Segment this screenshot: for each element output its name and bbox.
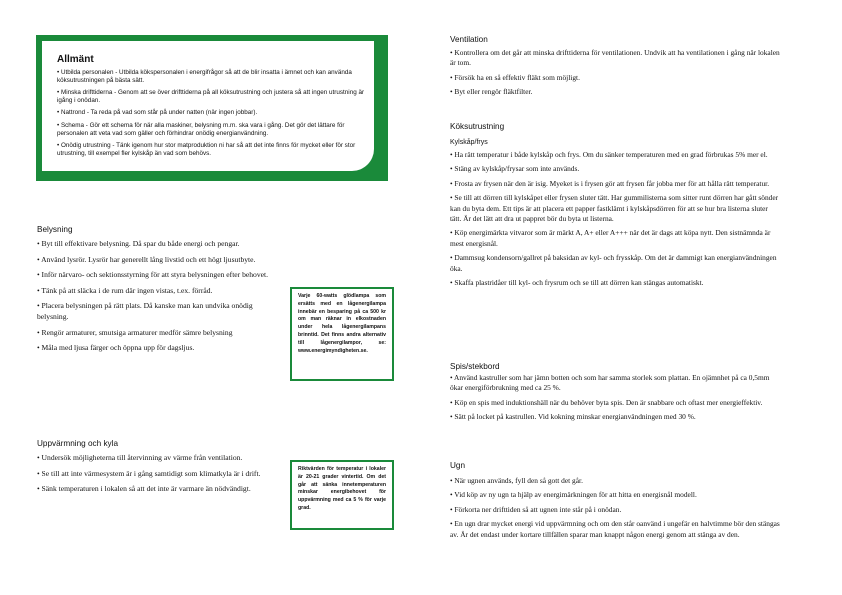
list-item: • Vid köp av ny ugn ta hjälp av energimärkningen för att hitta en energisnål modell. xyxy=(450,490,697,500)
list-item: • Ha rätt temperatur i både kylskåp och frys. Om du sänker temperaturen med en grad förbrukas 5% mer el. xyxy=(450,150,768,159)
spis-list xyxy=(450,373,780,427)
list-item: • Dammsug kondensorn/gallret på baksidan av kyl- och frysskåp. Om det är dammigt kan energianvändningen öka. xyxy=(450,253,777,273)
spis-title: Spis/stekbord xyxy=(450,362,500,371)
info-box-belysning: Varje 60-watts glödlampa som ersätts med en lågenergilampa innebär en besparing på ca 500 kr om man räknar in elkostnaden under hela lågenergilampans brinntid. Det finns andra alternativ till lågenergilampor, se: www.energimyndigheten.se. xyxy=(290,287,394,381)
list-item: • Köp energimärkta vitvaror som är märkt A, A+ eller A+++ när det är dags att köpa nytt. Den sistnämnda är mest energisnål. xyxy=(450,228,771,248)
list-item: • När ugnen används, fyll den så gott det går. xyxy=(450,476,583,485)
list-item: • Måla med ljusa färger och öppna upp för dagsljus. xyxy=(37,343,195,353)
list-item: • Stäng av kylskåp/frysar som inte används. xyxy=(450,164,580,174)
ventilation-list xyxy=(450,48,780,102)
list-item: • Köp en spis med induktionshäll när du behöver byta spis. Den är snabbare och oftast mer energieffektiv. xyxy=(450,397,763,407)
list-item: • Se till att dörren till kylskåpet eller frysen sluter tätt. Har gummilisterna som sitter runt dörren har gått sönder kan du byta dem. Ett tips är att placera ett papper fastklämt i kylskåpsdörren för att se hur bra listerna sluter tätt. Är det lätt att dra ut pappret bör du byta ut listerna. xyxy=(450,193,779,224)
info-box-temperatur: Riktvärden för temperatur i lokaler är 20-21 grader vintertid. Om det går att sänka innetemperaturen minskar energibehovet för uppvärmning med ca 5 % för varje grad. xyxy=(290,460,394,530)
list-item: • Undersök möjligheterna till återvinning av värme från ventilation. xyxy=(37,453,243,462)
list-item: • Onödig utrustning - Tänk igenom hur stor matproduktion ni har så att det inte finns för mycket eller för stor utrustning, till exempel fler kylskåp än vad som behövs. xyxy=(57,142,356,157)
list-item: • Använd lysrör. Lysrör har generellt lång livstid och ett högt ljusutbyte. xyxy=(37,254,256,264)
list-item: • Kontrollera om det går att minska drifttiderna för ventilationen. Undvik att ha ventilationen i gång när lokalen är tom. xyxy=(450,48,780,68)
list-item: • Frosta av frysen när den är isig. Myeket is i frysen gör att frysen får jobba mer för att hålla rätt temperatur. xyxy=(450,178,770,188)
list-item: • Schema - Gör ett schema för när alla maskiner, belysning m.m. ska vara i gång. Det gör det lättare för personalen att veta vad som gäller och förhindrar onödig energianvändning. xyxy=(57,121,345,137)
allmant-title: Allmänt xyxy=(57,54,94,65)
ugn-title: Ugn xyxy=(450,461,466,470)
list-item: • Byt eller rengör fläktfilter. xyxy=(450,87,533,97)
list-item: • Inför närvaro- och sektionsstyrning för att styra belysningen efter behovet. xyxy=(37,270,269,280)
list-item: • Placera belysningen på rätt plats. Då kanske man kan undvika onödig belysning. xyxy=(37,301,253,321)
list-item: • Minska drifttiderna - Genom att se över drifttiderna på all köksutrustning och justera så att ingen utrustning är igång i onödan. xyxy=(57,89,365,104)
list-item: • Sätt på locket på kastrullen. Vid kokning minskar energianvändningen med 30 %. xyxy=(450,412,696,422)
list-item: • Sänk temperaturen i lokalen så att det inte är varmare än nödvändigt. xyxy=(37,484,251,494)
koksutrustning-list xyxy=(450,150,780,292)
list-item: • Förkorta ner drifttiden så att ugnen inte står på i onödan. xyxy=(450,504,622,514)
ventilation-title: Ventilation xyxy=(450,35,488,44)
list-item: • En ugn drar mycket energi vid uppvärmning och om den står oanvänd i ungefär en halvtimme bör den stängas av. Är det endast under kortare tillfällen sparar man knappt någon energi genom att stänga av den. xyxy=(450,519,780,539)
list-item: • Skaffa plastridåer till kyl- och frysrum och se till att dörren kan stängas automatiskt. xyxy=(450,278,704,288)
koksutrustning-title: Köksutrustning xyxy=(450,122,505,131)
kylskap-subtitle: Kylskåp/frys xyxy=(450,139,488,146)
list-item: • Nattrond - Ta reda på vad som står på under natten (när ingen jobbar). xyxy=(57,109,258,117)
list-item: • Använd kastruller som har jämn botten och som har samma storlek som plattan. En ojämnhet på ca 0,5mm ökar energiförbrukning med ca 25 %. xyxy=(450,373,770,393)
uppvarmning-title: Uppvärmning och kyla xyxy=(37,439,119,448)
ugn-list xyxy=(450,476,780,544)
list-item: • Rengör armaturer, smutsiga armaturer medför sämre belysning xyxy=(37,327,233,337)
list-item: • Byt till effektivare belysning. Då spar du både energi och pengar. xyxy=(37,239,240,248)
belysning-title: Belysning xyxy=(37,225,73,234)
list-item: • Tänk på att släcka i de rum där ingen vistas, t.ex. förråd. xyxy=(37,285,213,295)
allmant-list xyxy=(57,69,369,162)
list-item: • Utbilda personalen - Utbilda kökspersonalen i energifrågor så att de blir insatta i ämnet och kan använda köksutrustningen på bästa sätt. xyxy=(57,69,352,84)
uppvarmning-list xyxy=(37,453,269,500)
list-item: • Se till att inte värmesystem är i gång samtidigt som klimatkyla är i drift. xyxy=(37,468,261,478)
belysning-list xyxy=(37,239,269,359)
list-item: • Försök ha en så effektiv fläkt som möjligt. xyxy=(450,72,580,82)
